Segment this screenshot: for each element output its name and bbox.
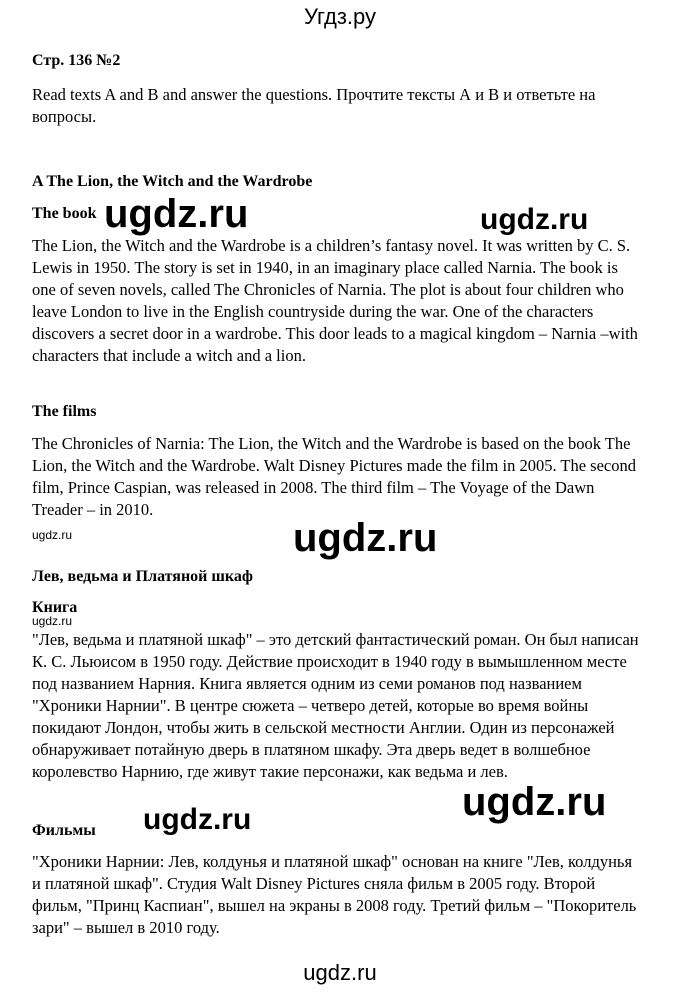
watermark: ugdz.ru xyxy=(32,528,73,542)
footer-watermark: ugdz.ru xyxy=(303,960,377,985)
watermark: ugdz.ru xyxy=(143,803,252,836)
watermark: ugdz.ru xyxy=(32,614,73,628)
watermark: ugdz.ru xyxy=(293,516,438,560)
book-heading-ru: Книга xyxy=(32,599,78,616)
watermark: ugdz.ru xyxy=(104,192,249,236)
films-text-en: The Chronicles of Narnia: The Lion, the Witch and the Wardrobe is based on the book The Lion, the Witch and the Wardrobe. Walt Disney Pictures made the film in 2005. The second film, Prince Caspian, was released in 2008. The third film – The Voyage of the Dawn Treader – in 2010. xyxy=(32,434,636,519)
films-heading-en: The films xyxy=(32,403,97,420)
site-title: Угдз.ру xyxy=(303,4,377,29)
page-reference: Стр. 136 №2 xyxy=(32,52,121,69)
section-title-ru: Лев, ведьма и Платяной шкаф xyxy=(32,568,253,585)
films-heading-ru: Фильмы xyxy=(32,822,96,839)
watermark: ugdz.ru xyxy=(462,780,607,824)
watermark: ugdz.ru xyxy=(480,203,589,236)
films-text-ru: "Хроники Нарнии: Лев, колдунья и платяной шкаф" основан на книге "Лев, колдунья и платяной шкаф". Студия Walt Disney Pictures сняла фильм в 2005 году. Второй фильм, "Принц Каспиан", вышел на экраны в 2008 году. Третий фильм – "Покоритель зари" – вышел в 2010 году. xyxy=(32,852,637,937)
intro-text: Read texts A and B and answer the questions. Прочтите тексты А и В и ответьте на вопросы. xyxy=(32,85,596,126)
book-heading-en: The book xyxy=(32,205,97,222)
book-text-ru: "Лев, ведьма и платяной шкаф" – это детский фантастический роман. Он был написан К. С. Льюисом в 1950 году. Действие происходит в 1940 году в вымышленном месте под названием Нарния. Книга является одним из семи романов под названием "Хроники Нарнии". В центре сюжета – четверо детей, которые во время войны покидают Лондон, чтобы жить в сельской местности Англии. Один из персонажей обнаруживает потайную дверь в платяном шкафу. Эта дверь ведет в волшебное королевство Нарнию, где живут такие персонажи, как ведьма и лев. xyxy=(32,630,639,781)
book-text-en: The Lion, the Witch and the Wardrobe is a children’s fantasy novel. It was written by C. S. Lewis in 1950. The story is set in 1940, in an imaginary place called Narnia. The book is one of seven novels, called The Chronicles of Narnia. The plot is about four children who leave London to live in the English countryside during the war. One of the characters discovers a secret door in a wardrobe. This door leads to a magical kingdom – Narnia –with characters that include a witch and a lion. xyxy=(32,236,638,365)
section-title-en: A The Lion, the Witch and the Wardrobe xyxy=(32,173,313,190)
